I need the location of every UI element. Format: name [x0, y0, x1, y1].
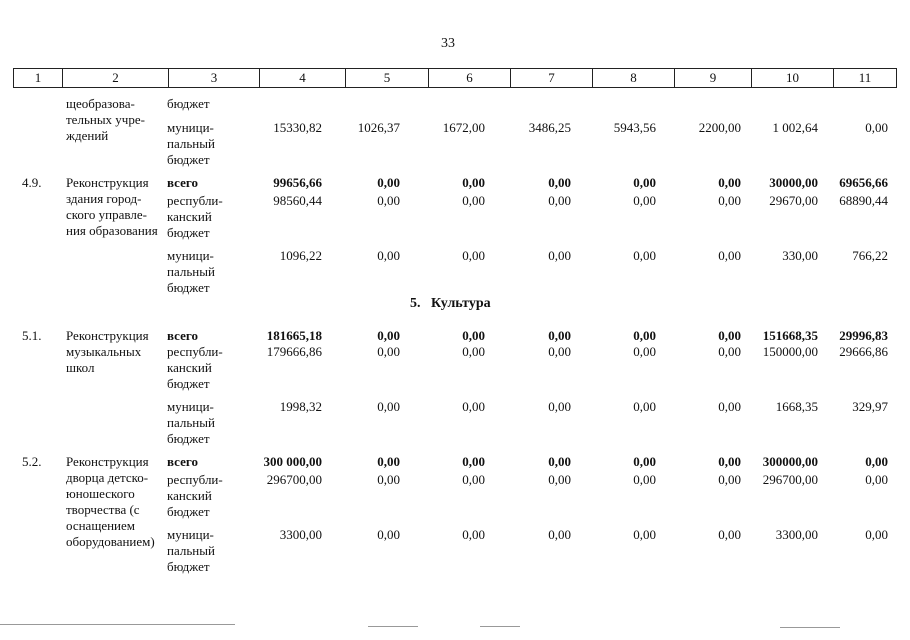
table-cell-value: 0,00 [633, 328, 656, 343]
item-name-line: музыкальных [66, 344, 142, 359]
table-cell-value: 0,00 [718, 527, 741, 542]
scan-artifact-line [0, 624, 235, 625]
table-cell-value: 151668,35 [762, 328, 818, 343]
table-cell-value: 0,00 [462, 399, 485, 414]
table-cell-value: 69656,66 [839, 175, 888, 190]
table-cell-value: 30000,00 [769, 175, 818, 190]
table-cell-value: 0,00 [377, 193, 400, 208]
table-cell-value: 0,00 [377, 248, 400, 263]
funding-source-line: пальный [167, 136, 215, 151]
table-cell-value: 0,00 [548, 328, 571, 343]
table-cell-value: 1026,37 [357, 120, 400, 135]
table-header-row [13, 68, 897, 88]
table-cell-value: 0,00 [865, 527, 888, 542]
table-cell-value: 68890,44 [839, 193, 888, 208]
row-number: 5.1. [22, 328, 42, 343]
table-cell-value: 0,00 [633, 527, 656, 542]
funding-source-line: канский [167, 209, 212, 224]
item-name-line: оснащением [66, 518, 136, 533]
table-cell-value: 0,00 [462, 454, 485, 469]
table-cell-value: 0,00 [865, 454, 888, 469]
table-cell-value: 0,00 [462, 344, 485, 359]
table-cell-value: 330,00 [782, 248, 818, 263]
table-cell-value: 98560,44 [273, 193, 322, 208]
table-cell-value: 0,00 [548, 454, 571, 469]
table-cell-value: 3486,25 [528, 120, 571, 135]
funding-source-line: муници- [167, 120, 214, 135]
scan-artifact-line [368, 626, 418, 627]
table-cell-value: 0,00 [718, 248, 741, 263]
table-cell-value: 0,00 [377, 399, 400, 414]
table-cell-value: 0,00 [377, 328, 400, 343]
table-cell-value: 0,00 [548, 527, 571, 542]
table-cell-value: 5943,56 [613, 120, 656, 135]
table-cell-value: 0,00 [718, 175, 741, 190]
table-cell-value: 0,00 [633, 472, 656, 487]
section-name: Культура [431, 296, 491, 311]
item-name-line: Реконструкция [66, 175, 149, 190]
item-name-line: оборудованием) [66, 534, 155, 549]
column-header: 5 [345, 69, 428, 87]
funding-source-line: республи- [167, 472, 223, 487]
table-cell-value: 0,00 [633, 193, 656, 208]
column-header: 3 [168, 69, 259, 87]
funding-source-line: бюджет [167, 559, 210, 574]
item-name-line: дворца детско- [66, 470, 149, 485]
funding-source-line: канский [167, 488, 212, 503]
funding-source-line: бюджет [167, 280, 210, 295]
table-cell-value: 3300,00 [775, 527, 818, 542]
table-cell-value: 766,22 [852, 248, 888, 263]
table-cell-value: 0,00 [548, 344, 571, 359]
item-name-line: щеобразова- [66, 96, 135, 111]
column-header: 10 [751, 69, 833, 87]
table-cell-value: 1998,32 [279, 399, 322, 414]
page-number: 33 [441, 36, 455, 51]
table-cell-value: 1 002,64 [772, 120, 818, 135]
table-cell-value: 329,97 [852, 399, 888, 414]
funding-source-line: муници- [167, 399, 214, 414]
item-name-line: ждений [66, 128, 109, 143]
table-cell-value: 0,00 [377, 454, 400, 469]
table-cell-value: 300000,00 [762, 454, 818, 469]
item-name-line: ского управле- [66, 207, 147, 222]
table-cell-value: 0,00 [548, 472, 571, 487]
item-name-line: юношеского [66, 486, 135, 501]
table-cell-value: 1096,22 [279, 248, 322, 263]
funding-source-line: республи- [167, 193, 223, 208]
table-cell-value: 0,00 [377, 175, 400, 190]
funding-source-line: пальный [167, 543, 215, 558]
column-header: 2 [62, 69, 168, 87]
funding-source-line: бюджет [167, 376, 210, 391]
column-header: 7 [510, 69, 592, 87]
scan-artifact-line [480, 626, 520, 627]
item-name-line: здания город- [66, 191, 142, 206]
funding-source-line: всего [167, 454, 198, 469]
table-cell-value: 0,00 [462, 472, 485, 487]
table-cell-value: 0,00 [462, 175, 485, 190]
table-cell-value: 29670,00 [769, 193, 818, 208]
funding-source-line: канский [167, 360, 212, 375]
column-header: 6 [428, 69, 510, 87]
table-cell-value: 0,00 [548, 175, 571, 190]
scan-artifact-line [780, 627, 840, 628]
table-cell-value: 0,00 [633, 344, 656, 359]
table-cell-value: 0,00 [633, 248, 656, 263]
table-cell-value: 0,00 [633, 175, 656, 190]
table-cell-value: 0,00 [865, 120, 888, 135]
table-cell-value: 0,00 [462, 193, 485, 208]
table-cell-value: 0,00 [462, 248, 485, 263]
table-cell-value: 0,00 [718, 399, 741, 414]
funding-source-line: пальный [167, 415, 215, 430]
table-cell-value: 2200,00 [698, 120, 741, 135]
table-cell-value: 0,00 [718, 344, 741, 359]
table-cell-value: 0,00 [548, 193, 571, 208]
funding-source-line: муници- [167, 248, 214, 263]
item-name-line: тельных учре- [66, 112, 145, 127]
funding-source-line: муници- [167, 527, 214, 542]
table-cell-value: 0,00 [718, 472, 741, 487]
table-cell-value: 0,00 [377, 472, 400, 487]
table-cell-value: 0,00 [462, 328, 485, 343]
table-cell-value: 0,00 [633, 454, 656, 469]
item-name-line: ния образования [66, 223, 158, 238]
funding-source-line: всего [167, 328, 198, 343]
table-cell-value: 29666,86 [839, 344, 888, 359]
funding-source-line: республи- [167, 344, 223, 359]
column-header: 4 [259, 69, 345, 87]
funding-source-line: бюджет [167, 152, 210, 167]
table-cell-value: 0,00 [462, 527, 485, 542]
column-header: 11 [833, 69, 897, 87]
section-number: 5. [410, 296, 421, 311]
table-cell-value: 0,00 [548, 248, 571, 263]
funding-source-line: всего [167, 175, 198, 190]
funding-source-line: пальный [167, 264, 215, 279]
table-cell-value: 150000,00 [762, 344, 818, 359]
table-cell-value: 0,00 [865, 472, 888, 487]
table-cell-value: 1672,00 [442, 120, 485, 135]
table-cell-value: 99656,66 [273, 175, 322, 190]
column-header: 9 [674, 69, 751, 87]
column-header: 8 [592, 69, 674, 87]
table-cell-value: 0,00 [718, 193, 741, 208]
item-name-line: творчества (с [66, 502, 140, 517]
table-cell-value: 181665,18 [266, 328, 322, 343]
item-name-line: Реконструкция [66, 454, 149, 469]
row-number: 4.9. [22, 175, 42, 190]
funding-source-line: бюджет [167, 96, 210, 111]
column-header: 1 [13, 69, 62, 87]
table-cell-value: 296700,00 [266, 472, 322, 487]
table-cell-value: 15330,82 [273, 120, 322, 135]
table-cell-value: 1668,35 [775, 399, 818, 414]
table-cell-value: 300 000,00 [263, 454, 322, 469]
table-cell-value: 0,00 [377, 527, 400, 542]
row-number: 5.2. [22, 454, 42, 469]
table-cell-value: 0,00 [718, 454, 741, 469]
table-cell-value: 0,00 [548, 399, 571, 414]
table-cell-value: 0,00 [718, 328, 741, 343]
item-name-line: школ [66, 360, 95, 375]
table-cell-value: 29996,83 [839, 328, 888, 343]
table-cell-value: 0,00 [633, 399, 656, 414]
table-cell-value: 296700,00 [762, 472, 818, 487]
table-cell-value: 179666,86 [266, 344, 322, 359]
table-cell-value: 3300,00 [279, 527, 322, 542]
table-cell-value: 0,00 [377, 344, 400, 359]
item-name-line: Реконструкция [66, 328, 149, 343]
section-title [410, 296, 491, 312]
funding-source-line: бюджет [167, 504, 210, 519]
funding-source-line: бюджет [167, 225, 210, 240]
funding-source-line: бюджет [167, 431, 210, 446]
